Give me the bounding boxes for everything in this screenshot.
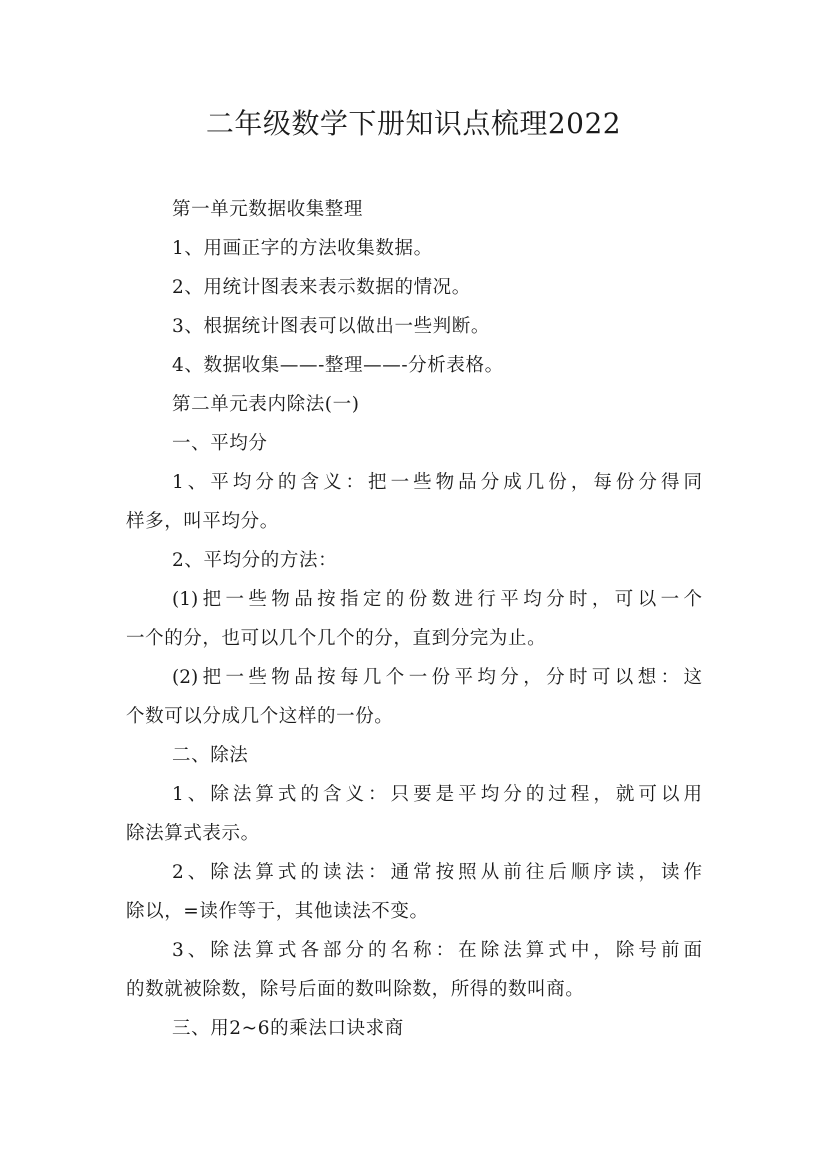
paragraph-line: 2、用统计图表来表示数据的情况。 <box>172 277 471 298</box>
unit-heading: 第二单元表内除法(一) <box>172 394 360 415</box>
paragraph-line: 4、数据收集——-整理——-分析表格。 <box>172 355 504 376</box>
section-heading: 二、除法 <box>172 745 249 766</box>
section-heading: 一、平均分 <box>172 433 268 454</box>
section-heading: 三、用2~6的乘法口诀求商 <box>172 1018 404 1039</box>
paragraph-line: 3、根据统计图表可以做出一些判断。 <box>172 316 490 337</box>
paragraph-line: 一个的分，也可以几个几个的分，直到分完为止。 <box>126 628 547 649</box>
paragraph-line: 2、平均分的方法： <box>172 550 338 571</box>
paragraph-line: 样多，叫平均分。 <box>126 511 279 532</box>
paragraph-line: (2)把一些物品按每几个一份平均分，分时可以想：这 <box>172 667 702 688</box>
paragraph-line: 1、平均分的含义：把一些物品分成几份，每份分得同 <box>172 472 702 493</box>
paragraph-line: (1)把一些物品按指定的份数进行平均分时，可以一个 <box>172 589 702 610</box>
paragraph-line: 除以，=读作等于，其他读法不变。 <box>126 901 429 922</box>
paragraph-line: 1、除法算式的含义：只要是平均分的过程，就可以用 <box>172 784 702 805</box>
paragraph-line: 的数就被除数，除号后面的数叫除数，所得的数叫商。 <box>126 979 585 1000</box>
unit-heading: 第一单元数据收集整理 <box>172 199 364 220</box>
paragraph-line: 1、用画正字的方法收集数据。 <box>172 238 433 259</box>
paragraph-line: 2、除法算式的读法：通常按照从前往后顺序读，读作 <box>172 862 702 883</box>
document-title: 二年级数学下册知识点梳理2022 <box>205 107 622 140</box>
paragraph-line: 除法算式表示。 <box>126 823 260 844</box>
paragraph-line: 个数可以分成几个这样的一份。 <box>126 706 394 727</box>
paragraph-line: 3、除法算式各部分的名称：在除法算式中，除号前面 <box>172 940 702 961</box>
